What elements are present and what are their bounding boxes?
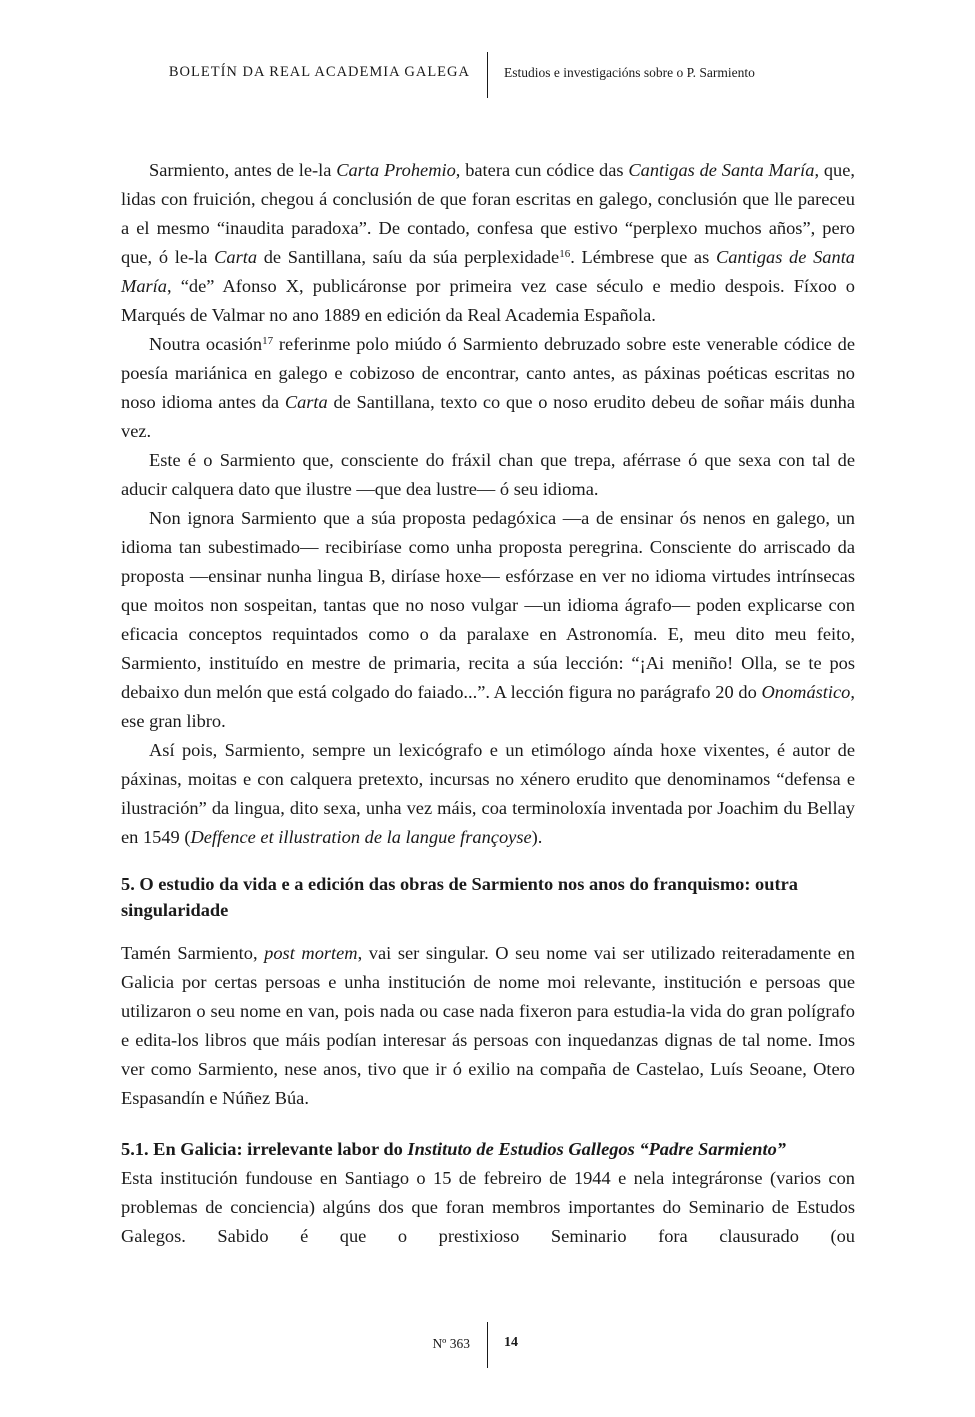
text-run: , “de” Afonso X, publicáronse por primeira vez case século e medio despois. Fíxoo o Marqués de Valmar no ano 1889 en edición da Real Academia Española. [121, 276, 855, 325]
text-run: de Santillana, texto co que o noso erudito debeu de soñar máis dunha vez. [121, 392, 855, 441]
paragraph-4 [121, 504, 855, 736]
section-heading-5: 5. O estudio da vida e a edición das obras de Sarmiento nos anos do franquismo: outra singularidade [121, 874, 798, 920]
text-run: referinme polo miúdo ó Sarmiento debruzado sobre este venerable códice de poesía mariánica en galego e cobizoso de encontrar, canto antes, as páxinas poéticas escritas no noso idioma antes da [121, 334, 856, 412]
text-run: , vai ser singular. O seu nome vai ser utilizado reiteradamente en Galicia por certas persoas e unha institución de nome moi relevante, institución e persoas que utilizaron o seu nome en van, pois nada ou case nada fixeron para estudia-la vida do gran polígrafo e edita-los libros que máis podían interesar ás persoas con inquedanzas dignas de tal nome. Imos ver como Sarmiento, nese anos, tivo que ir ó exilio na compaña de Castelao, Luís Seoane, Otero Espasandín e Núñez Búa. [121, 943, 855, 1108]
work-title: Cantigas de Santa María [628, 160, 815, 180]
text-run: de Santillana, saíu da súa perplexidade [257, 247, 560, 267]
paragraph-5 [121, 736, 855, 852]
work-title: Onomástico [761, 682, 851, 702]
text-run: 5.1. En Galicia: irrelevante labor do [121, 1139, 408, 1159]
work-title: Cantigas de Santa María [121, 247, 855, 296]
text-run: , que, lidas con fruición, chegou á conclusión de que foran escritas en galego, conclusión que lle pareceu a el mesmo “inaudita paradoxa”. De contado, confesa que estivo “perplexo muchos años”, pero que, ó le-la [121, 160, 855, 267]
journal-title: BOLETÍN DA REAL ACADEMIA GALEGA [168, 64, 470, 80]
section-title: Estudios e investigacións sobre o P. Sarmiento [504, 65, 755, 80]
text-run: , ese gran libro. [121, 682, 855, 731]
paragraph-2 [121, 330, 855, 446]
paragraph-6 [121, 939, 855, 1113]
work-title: Deffence et illustration de la langue françoyse [190, 827, 532, 847]
issue-number: Nº 363 [432, 1336, 470, 1351]
text-run: , batera cun códice das [455, 160, 629, 180]
paragraph-3: Este é o Sarmiento que, consciente do fráxil chan que trepa, aférrase ó que sexa con tal de aducir calquera dato que ilustre —que dea lustre— ó seu idioma. [121, 450, 855, 499]
subsection-heading-5-1 [121, 1135, 855, 1164]
work-title: Carta Prohemio [336, 160, 456, 180]
article-body [121, 156, 855, 1251]
work-title: Carta [214, 247, 258, 267]
text-run: Así pois, Sarmiento, sempre un lexicógrafo e un etimólogo aínda hoxe vixentes, é autor de páxinas, moitas e con calquera pretexto, incursas no xénero erudito que denominamos “defensa e ilustración” da lingua, dito sexa, unha vez máis, coa terminoloxía inventada por Joachim du Bellay en 1549 ( [121, 740, 855, 847]
institution-name: Instituto de Estudios Gallegos “Padre Sarmiento” [407, 1139, 787, 1159]
paragraph-7: Esta institución fundouse en Santiago o 15 de febreiro de 1944 e nela integráronse (varios con problemas de conciencia) algúns dos que foran membros importantes do Seminario de Estudos Galegos. Sabido é que o prestixioso Seminario fora clausurado (ou [121, 1168, 855, 1246]
text-run: Non ignora Sarmiento que a súa proposta pedagóxica —a de ensinar ós nenos en galego, un idioma tan subestimado— recibiríase como unha proposta peregrina. Consciente do arriscado da proposta —ensinar nunha lingua B, diríase hoxe— esfórzase en ver no idioma virtudes intrínsecas que moitos non sospeitan, tantas que no noso vulgar —un idioma ágrafo— poden explicarse con eficacia conceptos requintados como o da paralaxe en Astronomía. E, meu dito meu feito, Sarmiento, instituído en mestre de primaria, recita a súa lección: “¡Ai meniño! Olla, se te pos debaixo dun melón que está colgado do faiado...”. A lección figura no parágrafo 20 do [121, 508, 855, 702]
latin-phrase: post mortem [264, 943, 358, 963]
text-run: . Lémbrese que as [570, 247, 716, 267]
text-run: Noutra ocasión [149, 334, 263, 354]
paragraph-1 [121, 156, 855, 330]
footnote-ref-16[interactable]: 16 [559, 248, 571, 260]
text-run: Tamén Sarmiento, [121, 943, 265, 963]
footer-divider [487, 1322, 488, 1368]
text-run: Sarmiento, antes de le-la [149, 160, 337, 180]
header-divider [487, 52, 488, 98]
work-title: Carta [284, 392, 328, 412]
text-run: ). [531, 827, 543, 847]
page-number: 14 [504, 1335, 518, 1350]
footnote-ref-17[interactable]: 17 [262, 335, 274, 347]
